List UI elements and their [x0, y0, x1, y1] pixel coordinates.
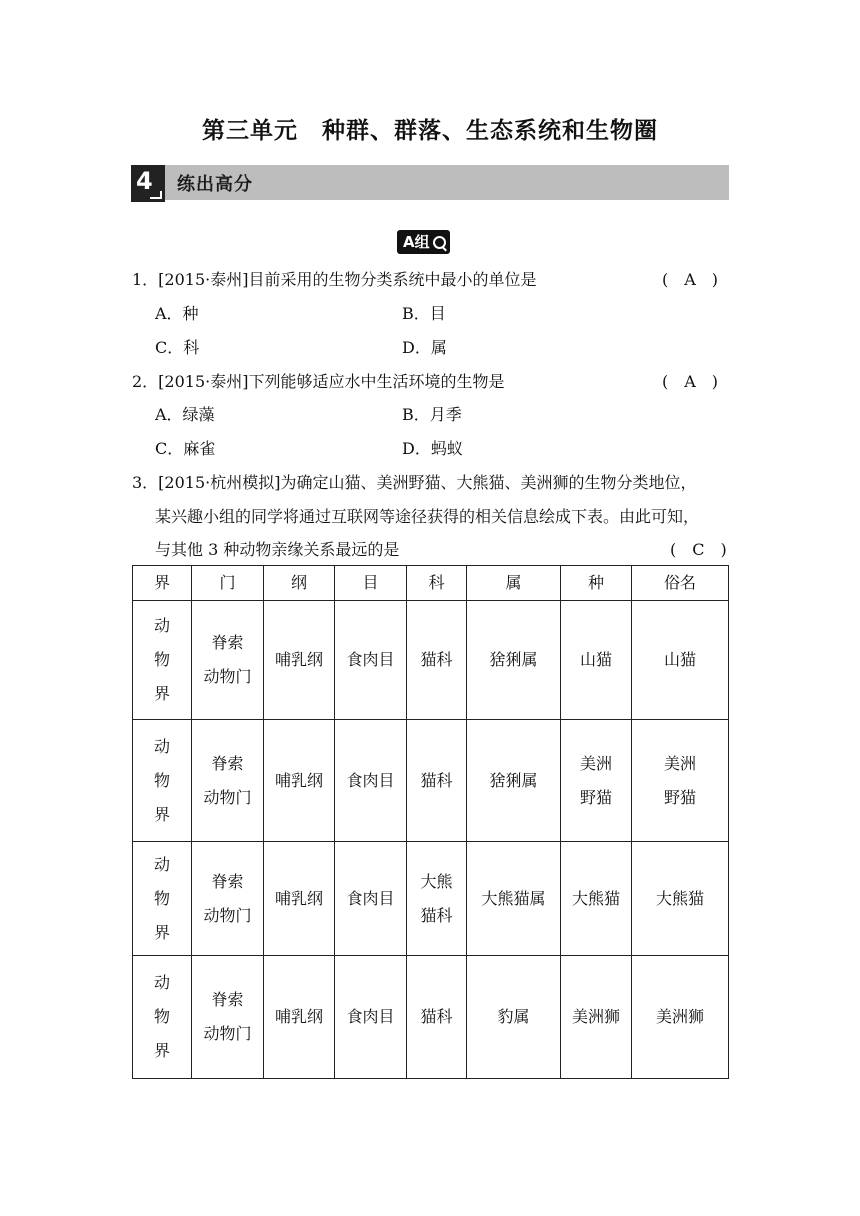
table-cell: 动 物 界 — [133, 842, 192, 956]
question-3-stem-line-2: 某兴趣小组的同学将通过互联网等途径获得的相关信息绘成下表。由此可知， — [155, 507, 700, 526]
table-cell: 脊索 动物门 — [192, 720, 264, 842]
question-1-option-a: A．种 — [155, 304, 199, 323]
table-cell: 脊索 动物门 — [192, 601, 264, 720]
section-number: 4 — [136, 167, 153, 195]
table-cell: 豹属 — [467, 956, 561, 1079]
header-order: 目 — [335, 566, 407, 601]
table-cell: 食肉目 — [335, 720, 407, 842]
table-header-row — [133, 566, 729, 601]
question-3-stem-line-3: 与其他 3 种动物亲缘关系最远的是 — [155, 540, 400, 559]
table-cell: 大熊猫 — [561, 842, 632, 956]
question-2-stem: 2．[2015·泰州]下列能够适应水中生活环境的生物是 — [132, 372, 505, 391]
question-3-answer: ( C ) — [670, 540, 727, 559]
table-cell: 哺乳纲 — [264, 601, 335, 720]
table-cell: 猞猁属 — [467, 601, 561, 720]
header-family: 科 — [407, 566, 467, 601]
question-1-stem: 1．[2015·泰州]目前采用的生物分类系统中最小的单位是 — [132, 270, 537, 289]
table-cell: 猫科 — [407, 956, 467, 1079]
magnifier-icon — [433, 236, 446, 249]
group-label: A组 — [403, 233, 430, 251]
question-2-option-c: C．麻雀 — [155, 439, 216, 458]
table-cell: 猫科 — [407, 601, 467, 720]
header-class: 纲 — [264, 566, 335, 601]
table-cell: 食肉目 — [335, 601, 407, 720]
table-cell: 哺乳纲 — [264, 956, 335, 1079]
section-number-badge — [131, 165, 165, 202]
table-cell: 美洲 野猫 — [561, 720, 632, 842]
group-badge — [397, 230, 450, 254]
table-row — [133, 956, 729, 1079]
table-cell: 食肉目 — [335, 956, 407, 1079]
header-genus: 属 — [467, 566, 561, 601]
question-3-stem-line-1: 3．[2015·杭州模拟]为确定山猫、美洲野猫、大熊猫、美洲狮的生物分类地位， — [132, 473, 697, 492]
section-label: 练出高分 — [177, 174, 253, 195]
table-cell: 脊索 动物门 — [192, 956, 264, 1079]
table-cell: 美洲狮 — [561, 956, 632, 1079]
table-cell: 动 物 界 — [133, 720, 192, 842]
table-cell: 山猫 — [632, 601, 729, 720]
table-cell: 猫科 — [407, 720, 467, 842]
question-1-answer: ( A ) — [662, 270, 719, 289]
header-kingdom: 界 — [133, 566, 192, 601]
question-2-option-b: B．月季 — [402, 405, 462, 424]
table-cell: 美洲狮 — [632, 956, 729, 1079]
table-row — [133, 601, 729, 720]
question-2-option-d: D．蚂蚁 — [402, 439, 463, 458]
table-cell: 哺乳纲 — [264, 842, 335, 956]
header-phylum: 门 — [192, 566, 264, 601]
header-common-name: 俗名 — [632, 566, 729, 601]
header-species: 种 — [561, 566, 632, 601]
table-cell: 动 物 界 — [133, 956, 192, 1079]
table-row — [133, 720, 729, 842]
question-2-answer: ( A ) — [662, 372, 719, 391]
table-cell: 大熊 猫科 — [407, 842, 467, 956]
question-1-option-b: B．目 — [402, 304, 446, 323]
classification-table — [132, 565, 729, 1079]
table-row — [133, 842, 729, 956]
table-cell: 山猫 — [561, 601, 632, 720]
table-cell: 动 物 界 — [133, 601, 192, 720]
table-cell: 脊索 动物门 — [192, 842, 264, 956]
table-cell: 哺乳纲 — [264, 720, 335, 842]
table-cell: 大熊猫属 — [467, 842, 561, 956]
page-title: 第三单元 种群、群落、生态系统和生物圈 — [202, 117, 658, 144]
question-2-option-a: A．绿藻 — [155, 405, 215, 424]
table-cell: 食肉目 — [335, 842, 407, 956]
section-header — [131, 165, 729, 202]
question-1-option-c: C．科 — [155, 338, 200, 357]
table-cell: 猞猁属 — [467, 720, 561, 842]
table-cell: 美洲 野猫 — [632, 720, 729, 842]
badge-corner-mark — [150, 191, 162, 199]
question-1-option-d: D．属 — [402, 338, 447, 357]
table-cell: 大熊猫 — [632, 842, 729, 956]
